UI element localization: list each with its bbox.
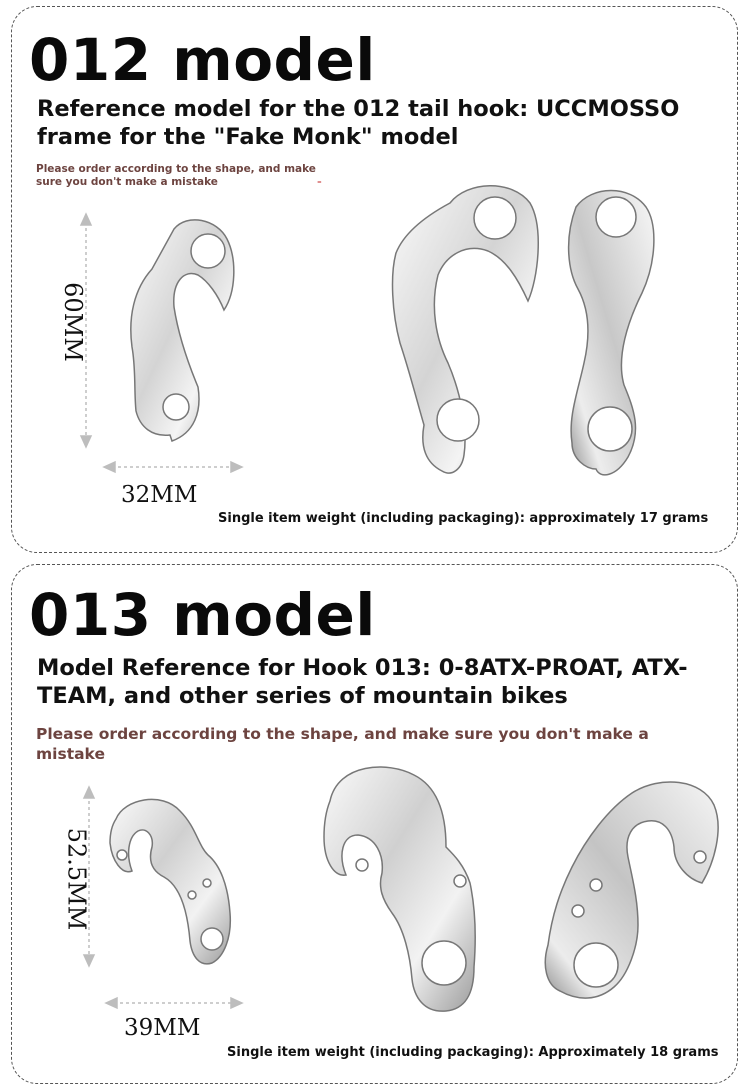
model-reference: Model Reference for Hook 013: 0-8ATX-PROAT, ATX-TEAM, and other series of mountain bikes (37, 655, 688, 709)
width-arrow (104, 462, 242, 472)
hanger-small-013 (110, 799, 230, 963)
hanger-large-left-012 (393, 186, 539, 473)
hanger-large-right-013 (545, 782, 718, 998)
order-note: Please order according to the shape, and make sure you don't make a mistake (36, 163, 316, 188)
model-reference: Reference model for the 012 tail hook: UCCMOSSO frame for the "Fake Monk" model (37, 96, 680, 150)
order-note: Please order according to the shape, and make sure you don't make a mistake (36, 725, 649, 763)
height-dimension-label: 60MM (58, 282, 87, 362)
hanger-small-012 (131, 220, 234, 441)
weight-note: Single item weight (including packaging): approximately 17 grams (218, 511, 709, 526)
model-title: 013 model (29, 581, 376, 649)
width-dimension-label: 32MM (121, 482, 198, 508)
height-dimension-label: 52.5MM (62, 827, 91, 931)
model-title: 012 model (29, 26, 376, 94)
weight-note: Single item weight (including packaging): Approximately 18 grams (227, 1045, 719, 1060)
hanger-large-right-012 (569, 191, 654, 475)
width-arrow (106, 998, 242, 1008)
panel-012-model (11, 6, 738, 553)
red-mark-icon: ⁼ (317, 180, 322, 190)
hanger-large-left-013 (324, 767, 475, 1011)
width-dimension-label: 39MM (124, 1015, 201, 1041)
hanger-illustration-013 (12, 565, 738, 1084)
panel-013-model (11, 564, 738, 1084)
hanger-illustration-012 (12, 7, 738, 553)
